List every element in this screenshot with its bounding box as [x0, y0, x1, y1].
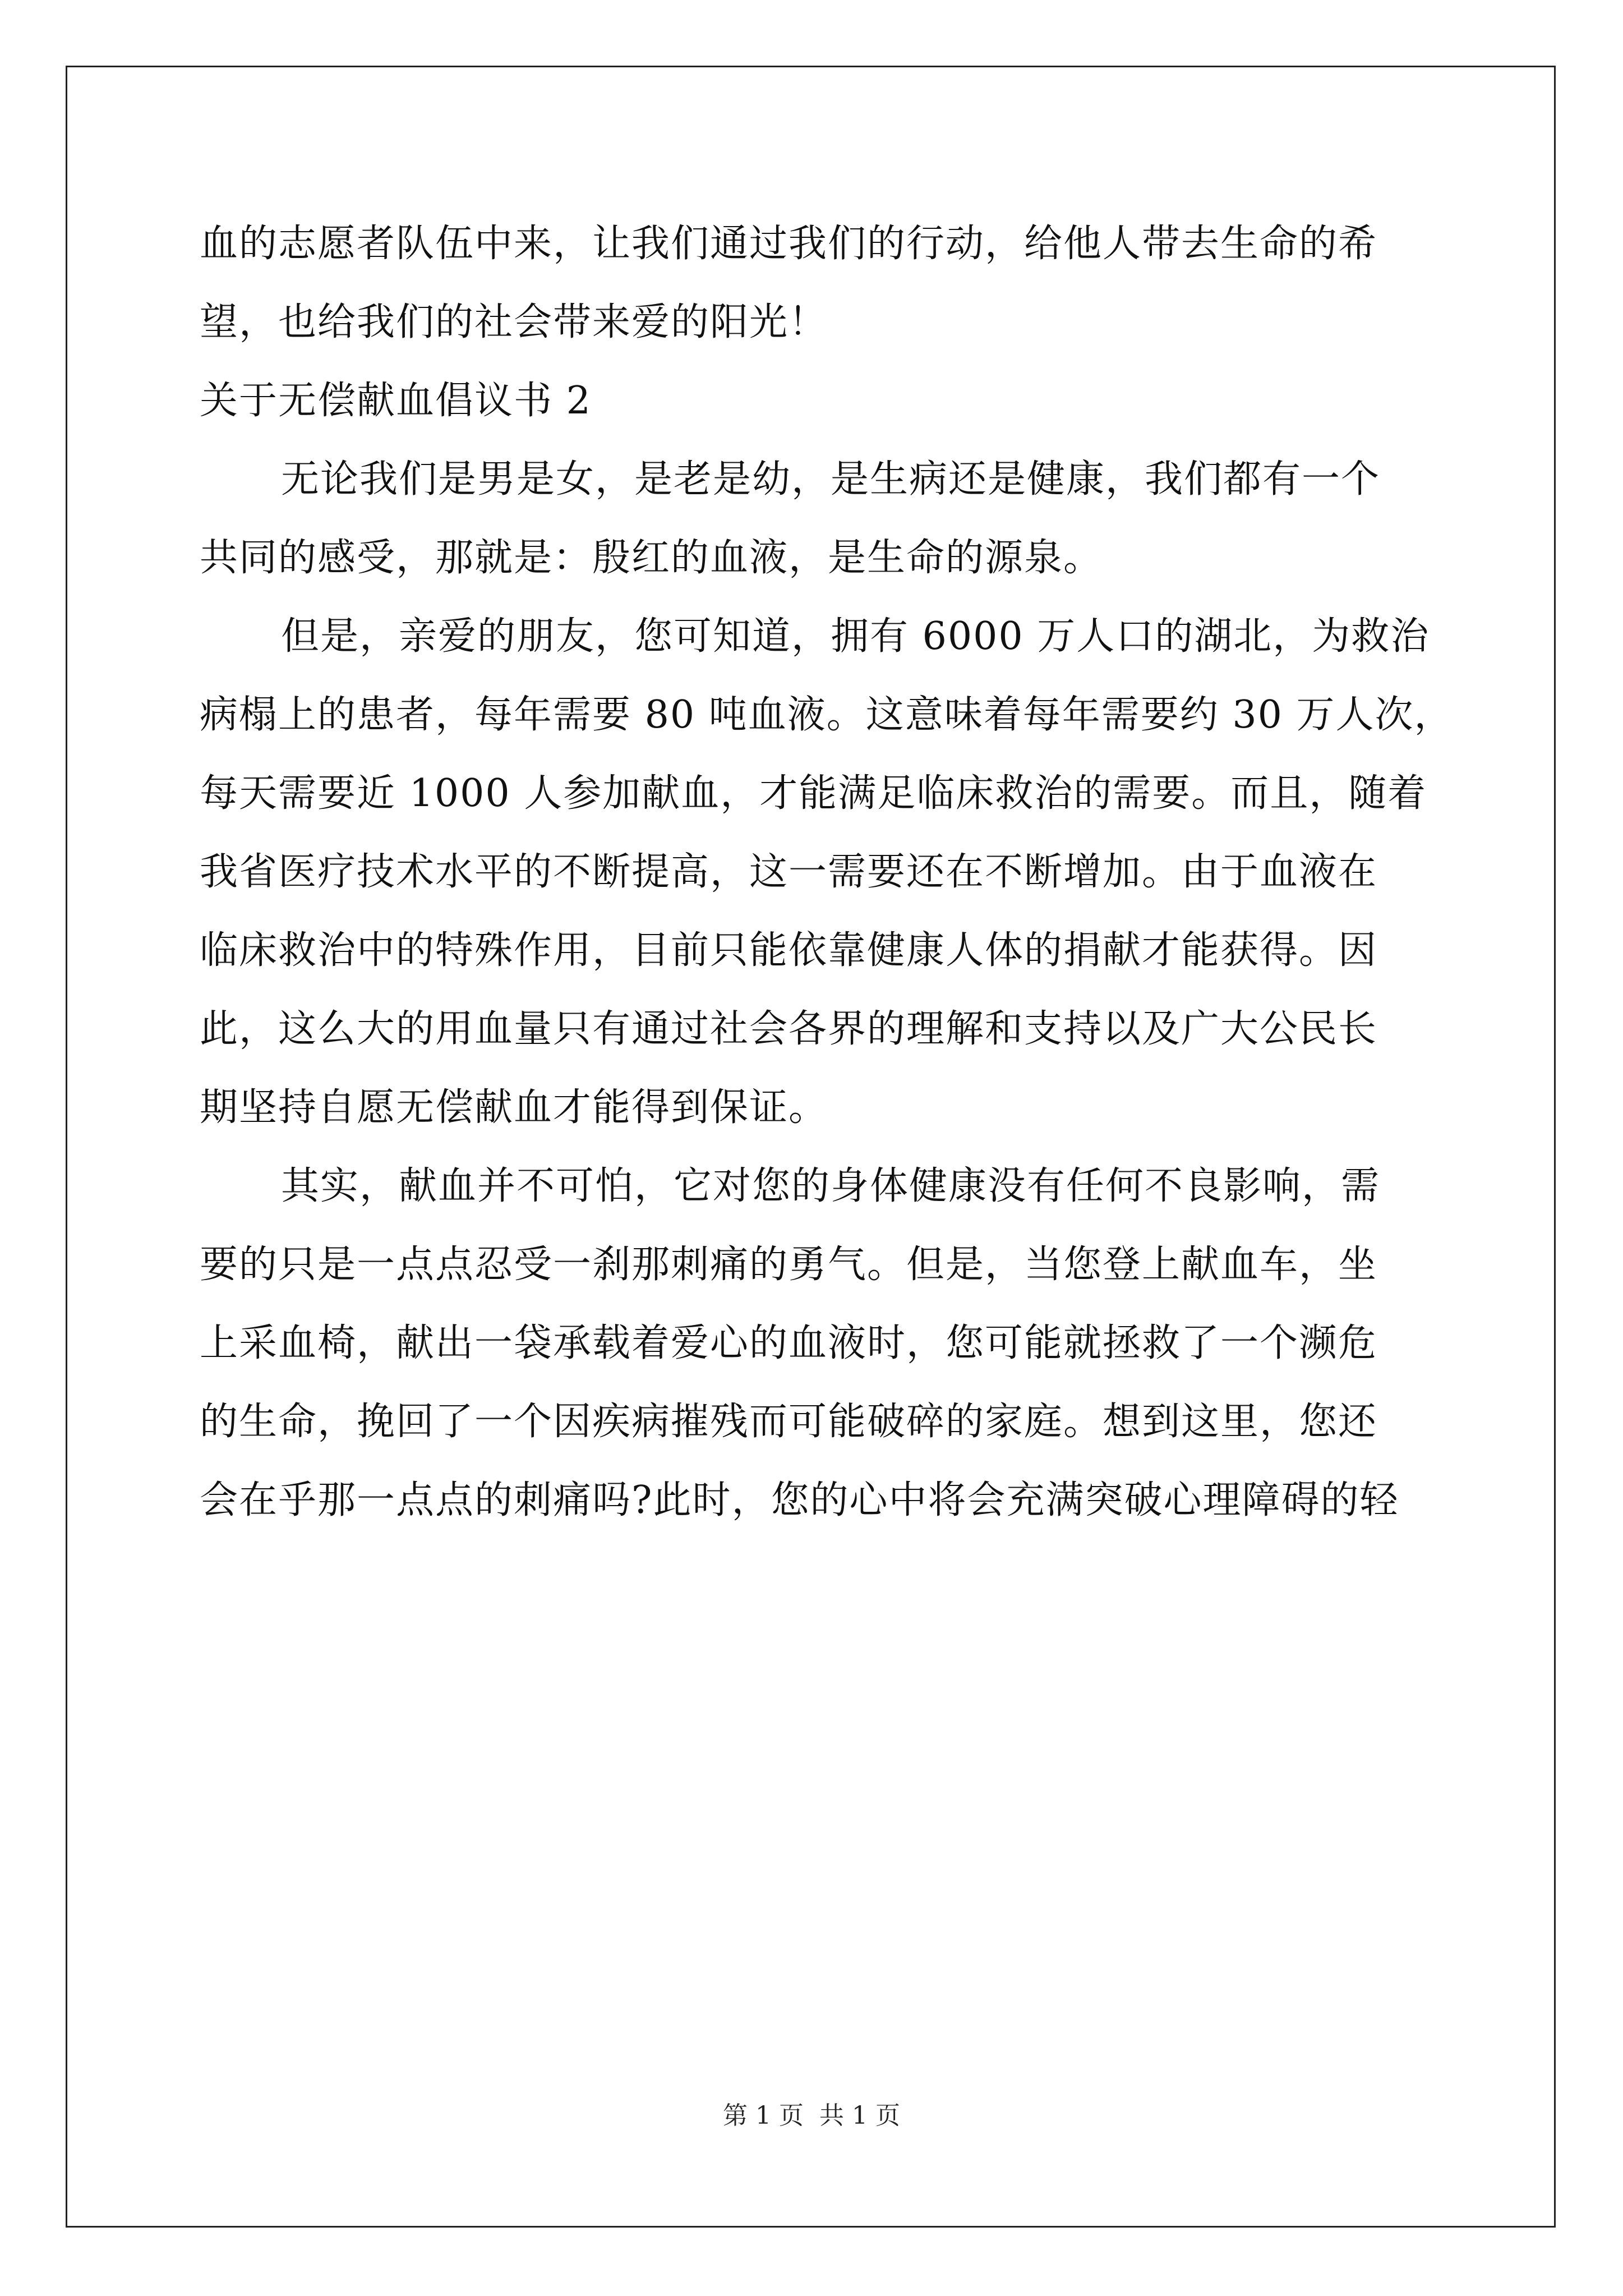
text-line: 此，这么大的用血量只有通过社会各界的理解和支持以及广大公民长	[200, 1007, 1378, 1051]
paragraph-start-line: 但是，亲爱的朋友，您可知道，拥有 6000 万人口的湖北，为救治	[281, 614, 1430, 659]
text-line: 要的只是一点点忍受一刹那刺痛的勇气。但是，当您登上献血车，坐	[200, 1243, 1378, 1287]
page-footer	[0, 2095, 1623, 2131]
text-line: 我省医疗技术水平的不断提高，这一需要还在不断增加。由于血液在	[200, 850, 1378, 894]
text-line: 临床救治中的特殊作用，目前只能依靠健康人体的捐献才能获得。因	[200, 928, 1378, 973]
text-line: 会在乎那一点点的刺痛吗?此时，您的心中将会充满突破心理障碍的轻	[200, 1478, 1399, 1522]
text-line: 的生命，挽回了一个因疾病摧残而可能破碎的家庭。想到这里，您还	[200, 1400, 1378, 1444]
section-heading: 关于无偿献血倡议书 2	[200, 379, 592, 423]
text-line: 共同的感受，那就是：殷红的血液，是生命的源泉。	[200, 536, 1103, 580]
page-total: 共 1 页	[819, 2101, 900, 2130]
text-line: 期坚持自愿无偿献血才能得到保证。	[200, 1085, 828, 1130]
text-line: 上采血椅，献出一袋承载着爱心的血液时，您可能就拯救了一个濒危	[200, 1321, 1378, 1365]
paragraph-start-line: 其实，献血并不可怕，它对您的身体健康没有任何不良影响，需	[281, 1164, 1381, 1208]
text-line: 血的志愿者队伍中来，让我们通过我们的行动，给他人带去生命的希	[200, 222, 1378, 266]
text-line: 每天需要近 1000 人参加献血，才能满足临床救治的需要。而且，随着	[200, 771, 1427, 816]
page-number: 第 1 页	[723, 2101, 804, 2130]
text-line: 望，也给我们的社会带来爱的阳光！	[200, 300, 828, 344]
text-line: 病榻上的患者，每年需要 80 吨血液。这意味着每年需要约 30 万人次，	[200, 693, 1454, 737]
paragraph-start-line: 无论我们是男是女，是老是幼，是生病还是健康，我们都有一个	[281, 457, 1381, 501]
